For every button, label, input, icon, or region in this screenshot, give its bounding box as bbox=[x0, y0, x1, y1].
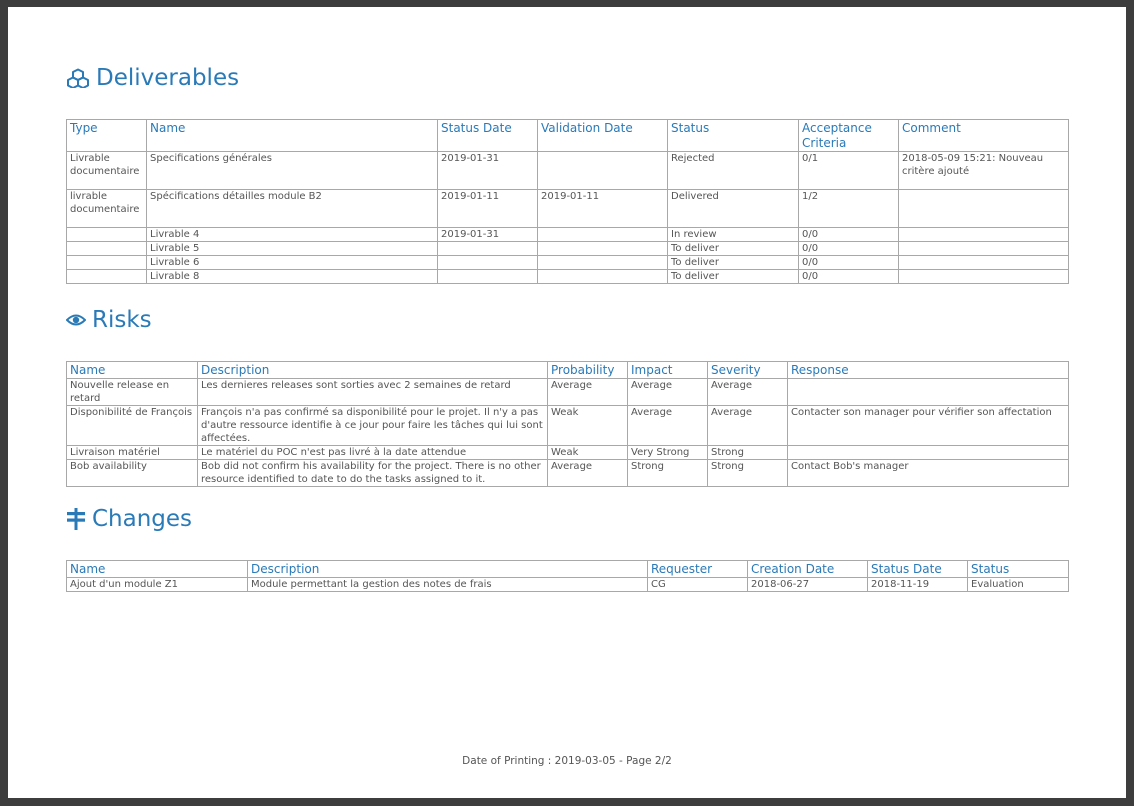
table-cell: Bob did not confirm his availability for the project. There is no other resource identified to date to do the tasks assigned to it. bbox=[198, 460, 548, 487]
risks-header-row bbox=[67, 362, 1069, 379]
deliverables-heading bbox=[66, 65, 239, 91]
table-cell: Very Strong bbox=[628, 446, 708, 460]
column-header: Probability bbox=[548, 362, 628, 379]
column-header: Status bbox=[968, 561, 1069, 578]
table-cell: Average bbox=[708, 406, 788, 446]
changes-heading bbox=[66, 506, 192, 532]
table-cell: Strong bbox=[628, 460, 708, 487]
column-header: Impact bbox=[628, 362, 708, 379]
table-cell: 1/2 bbox=[799, 190, 899, 228]
changes-title-text: Changes bbox=[92, 506, 193, 532]
table-cell: Contact Bob's manager bbox=[788, 460, 1069, 487]
column-header: Response bbox=[788, 362, 1069, 379]
table-cell: Evaluation bbox=[968, 578, 1069, 592]
table-cell bbox=[899, 270, 1069, 284]
deliverables-table bbox=[66, 119, 1069, 284]
table-cell: Livrable 6 bbox=[147, 256, 438, 270]
column-header: Validation Date bbox=[538, 120, 668, 152]
table-cell: livrable documentaire bbox=[67, 190, 147, 228]
table-cell: Disponibilité de François bbox=[67, 406, 198, 446]
table-cell bbox=[67, 256, 147, 270]
column-header: Status Date bbox=[868, 561, 968, 578]
table-cell bbox=[899, 190, 1069, 228]
table-cell bbox=[67, 228, 147, 242]
changes-table bbox=[66, 560, 1069, 592]
table-cell: 2019-01-31 bbox=[438, 228, 538, 242]
table-cell: Average bbox=[628, 406, 708, 446]
risks-heading bbox=[66, 307, 152, 333]
table-cell: Le matériel du POC n'est pas livré à la date attendue bbox=[198, 446, 548, 460]
column-header: Type bbox=[67, 120, 147, 152]
table-cell bbox=[538, 242, 668, 256]
column-header: Severity bbox=[708, 362, 788, 379]
column-header: Comment bbox=[899, 120, 1069, 152]
table-row bbox=[67, 446, 1069, 460]
table-cell: 0/0 bbox=[799, 242, 899, 256]
table-cell: Strong bbox=[708, 460, 788, 487]
table-row bbox=[67, 228, 1069, 242]
deliverables-title-text: Deliverables bbox=[96, 65, 240, 91]
table-cell: Strong bbox=[708, 446, 788, 460]
deliverables-header-row bbox=[67, 120, 1069, 152]
table-cell bbox=[67, 242, 147, 256]
table-cell: Spécifications détailles module B2 bbox=[147, 190, 438, 228]
table-cell bbox=[899, 228, 1069, 242]
table-cell: 0/0 bbox=[799, 256, 899, 270]
column-header: Acceptance Criteria bbox=[799, 120, 899, 152]
table-cell: Weak bbox=[548, 446, 628, 460]
table-cell: Delivered bbox=[668, 190, 799, 228]
table-cell: CG bbox=[648, 578, 748, 592]
column-header: Status bbox=[668, 120, 799, 152]
table-cell: 2019-01-31 bbox=[438, 152, 538, 190]
table-cell: 2018-05-09 15:21: Nouveau critère ajouté bbox=[899, 152, 1069, 190]
table-cell: 2019-01-11 bbox=[538, 190, 668, 228]
table-cell bbox=[538, 152, 668, 190]
table-cell bbox=[899, 256, 1069, 270]
column-header: Name bbox=[67, 362, 198, 379]
table-cell: Bob availability bbox=[67, 460, 198, 487]
table-row bbox=[67, 270, 1069, 284]
changes-header-row bbox=[67, 561, 1069, 578]
table-cell: Average bbox=[548, 379, 628, 406]
table-row bbox=[67, 190, 1069, 228]
table-cell: Contacter son manager pour vérifier son affectation bbox=[788, 406, 1069, 446]
table-cell bbox=[538, 256, 668, 270]
table-cell: Livraison matériel bbox=[67, 446, 198, 460]
table-cell bbox=[438, 270, 538, 284]
table-cell: 2019-01-11 bbox=[438, 190, 538, 228]
table-cell: Rejected bbox=[668, 152, 799, 190]
table-cell: François n'a pas confirmé sa disponibilité pour le projet. Il n'y a pas d'autre ressource identifie à ce jour pour faire les tâches qui lui sont affectées. bbox=[198, 406, 548, 446]
table-cell: Livrable 4 bbox=[147, 228, 438, 242]
column-header: Creation Date bbox=[748, 561, 868, 578]
column-header: Requester bbox=[648, 561, 748, 578]
print-footer: Date of Printing : 2019-03-05 - Page 2/2 bbox=[462, 755, 672, 767]
table-cell bbox=[788, 446, 1069, 460]
table-cell bbox=[788, 379, 1069, 406]
risks-table bbox=[66, 361, 1069, 487]
table-cell: Les dernieres releases sont sorties avec 2 semaines de retard bbox=[198, 379, 548, 406]
table-cell: Module permettant la gestion des notes de frais bbox=[248, 578, 648, 592]
table-row bbox=[67, 152, 1069, 190]
table-cell: Nouvelle release en retard bbox=[67, 379, 198, 406]
table-row bbox=[67, 578, 1069, 592]
column-header: Status Date bbox=[438, 120, 538, 152]
table-row bbox=[67, 242, 1069, 256]
signpost-icon bbox=[66, 508, 86, 530]
column-header: Name bbox=[147, 120, 438, 152]
table-cell bbox=[538, 270, 668, 284]
eye-icon bbox=[66, 313, 86, 327]
table-cell: Average bbox=[628, 379, 708, 406]
table-cell: 0/1 bbox=[799, 152, 899, 190]
table-row bbox=[67, 379, 1069, 406]
table-cell bbox=[438, 256, 538, 270]
table-cell: Average bbox=[708, 379, 788, 406]
table-row bbox=[67, 256, 1069, 270]
table-cell: To deliver bbox=[668, 242, 799, 256]
table-cell bbox=[899, 242, 1069, 256]
column-header: Name bbox=[67, 561, 248, 578]
column-header: Description bbox=[198, 362, 548, 379]
table-cell bbox=[538, 228, 668, 242]
table-cell: Livrable 8 bbox=[147, 270, 438, 284]
table-cell: To deliver bbox=[668, 256, 799, 270]
table-cell: 2018-11-19 bbox=[868, 578, 968, 592]
table-row bbox=[67, 460, 1069, 487]
table-cell: Weak bbox=[548, 406, 628, 446]
table-cell: 0/0 bbox=[799, 270, 899, 284]
table-cell: To deliver bbox=[668, 270, 799, 284]
cubes-icon bbox=[66, 68, 90, 88]
column-header: Description bbox=[248, 561, 648, 578]
table-cell bbox=[438, 242, 538, 256]
table-row bbox=[67, 406, 1069, 446]
table-cell: In review bbox=[668, 228, 799, 242]
risks-title-text: Risks bbox=[92, 307, 152, 333]
table-cell: Average bbox=[548, 460, 628, 487]
table-cell: Livrable 5 bbox=[147, 242, 438, 256]
report-page bbox=[8, 7, 1126, 798]
table-cell: Specifications générales bbox=[147, 152, 438, 190]
table-cell bbox=[67, 270, 147, 284]
table-cell: Ajout d'un module Z1 bbox=[67, 578, 248, 592]
table-cell: 0/0 bbox=[799, 228, 899, 242]
table-cell: 2018-06-27 bbox=[748, 578, 868, 592]
table-cell: Livrable documentaire bbox=[67, 152, 147, 190]
